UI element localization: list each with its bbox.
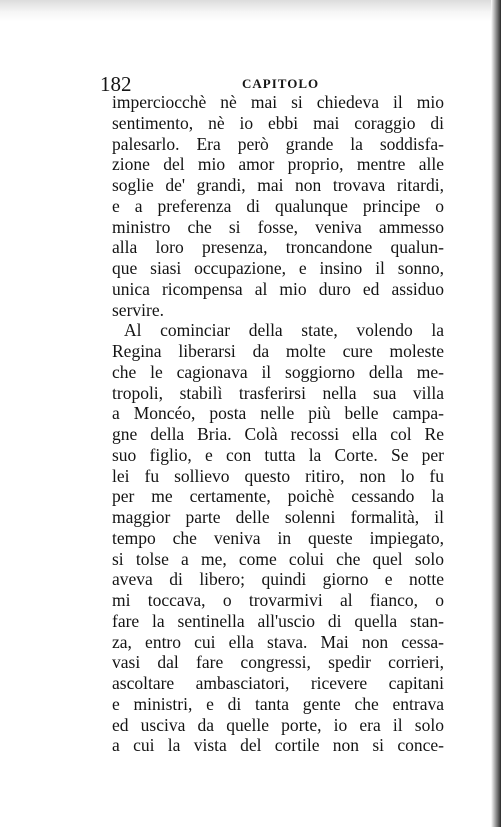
text-line: palesarlo. Era però grande la soddisfa- (112, 133, 444, 154)
text-line: ascoltare ambasciatori, ricevere capitani (112, 673, 444, 693)
page-top-edge (0, 0, 501, 22)
text-line: a cui la vista del cortile non si conce- (112, 735, 444, 756)
text-line: aveva di libero; quindi giorno e notte (112, 569, 444, 590)
text-line: tempo che veniva in queste impiegato, (112, 527, 444, 548)
page-binding-shadow (491, 0, 501, 827)
text-line: suo figlio, e con tutta la Corte. Se per (112, 444, 444, 465)
chapter-heading: CAPITOLO (242, 76, 320, 91)
text-line: alla loro presenza, troncandone qualun- (112, 237, 444, 258)
text-line: gne della Bria. Colà recossi ella col Re (112, 424, 444, 444)
text-line: maggior parte delle solenni formalità, il (112, 507, 444, 527)
text-line: que siasi occupazione, e insino il sonno, (112, 258, 444, 278)
text-line: unica ricompensa al mio duro ed assiduo (112, 278, 444, 299)
text-line: ed usciva da quelle porte, io era il solo (112, 714, 444, 735)
text-line: per me certamente, poichè cessando la (112, 486, 444, 507)
text-line: tropoli, stabilì trasferirsi nella sua villa (112, 382, 444, 403)
text-line: sentimento, nè io ebbi mai coraggio di (112, 112, 444, 133)
text-line: si tolse a me, come colui che quel solo (112, 548, 444, 569)
text-line: che le cagionava il soggiorno della me- (112, 361, 444, 382)
text-line: mi toccava, o trovarmivi al fianco, o (112, 590, 444, 610)
text-line: vasi dal fare congressi, spedir corrieri, (112, 652, 444, 673)
body-text (112, 92, 444, 756)
page-number: 182 (100, 72, 132, 96)
text-line: zione del mio amor proprio, mentre alle (112, 154, 444, 175)
text-line: a Moncéo, posta nelle più belle campa- (112, 403, 444, 424)
paragraph-end-line: servire. (112, 299, 164, 320)
text-line: e ministri, e di tanta gente che entrava (112, 693, 444, 714)
text-line: fare la sentinella all'uscio di quella stan- (112, 610, 444, 631)
text-line: za, entro cui ella stava. Mai non cessa- (112, 631, 444, 652)
paragraph-first-line: Al cominciar della state, volendo la (124, 320, 444, 341)
text-line: imperciocchè nè mai si chiedeva il mio (112, 92, 444, 112)
text-line: lei fu sollievo questo ritiro, non lo fu (112, 465, 444, 486)
text-line: Regina liberarsi da molte cure moleste (112, 341, 444, 361)
text-line: ministro che si fosse, veniva ammesso (112, 216, 444, 237)
text-line: e a preferenza di qualunque principe o (112, 195, 444, 216)
text-line: soglie de' grandi, mai non trovava ritardi, (112, 175, 444, 195)
